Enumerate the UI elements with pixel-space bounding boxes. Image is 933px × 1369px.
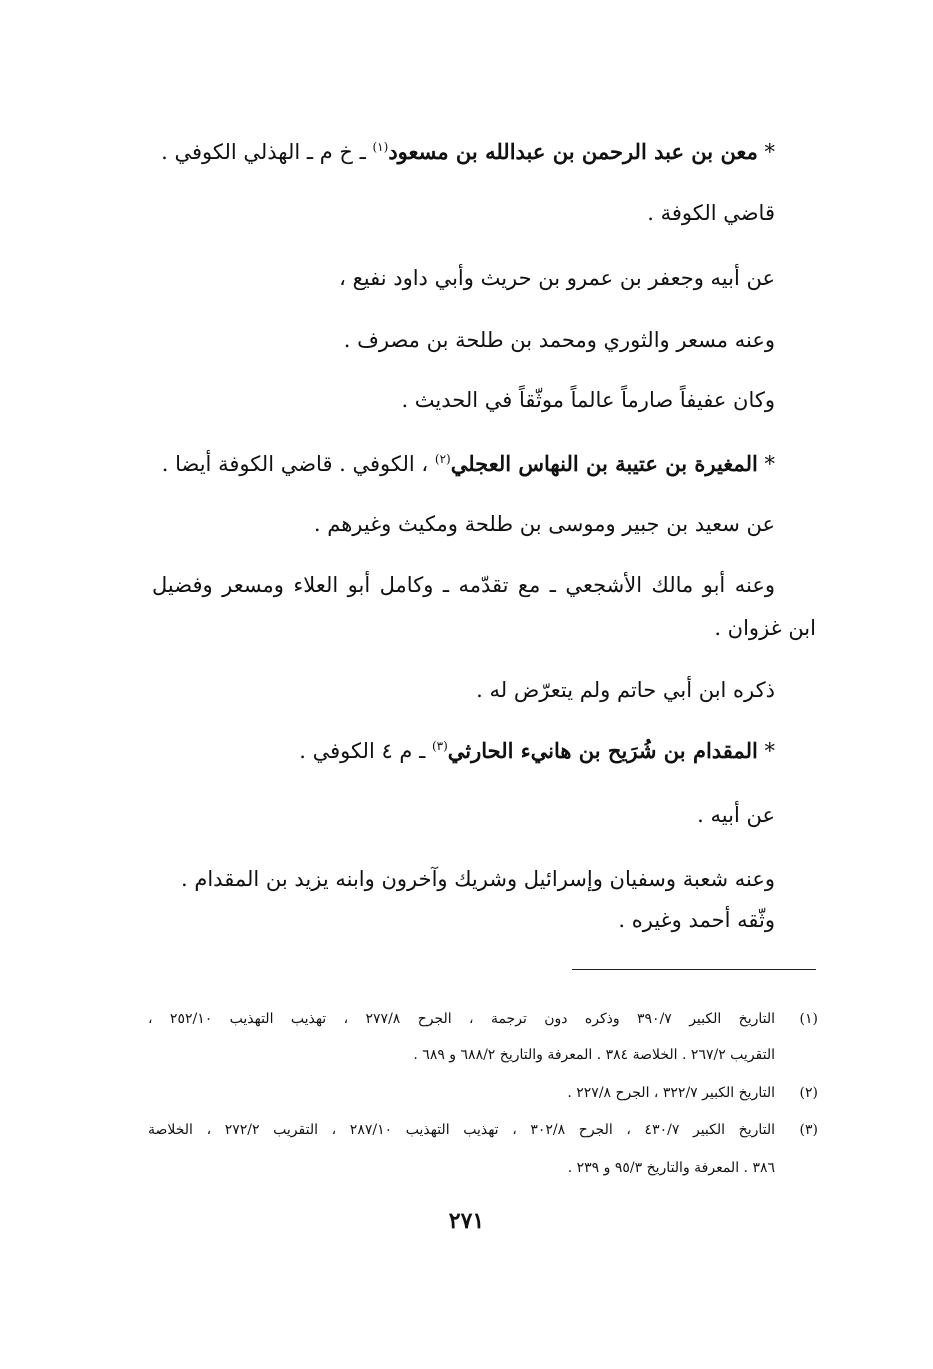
footnote-ref: (٣) bbox=[431, 739, 448, 753]
entry-heading bbox=[299, 736, 775, 766]
entry-heading-rest: ، الكوفي . قاضي الكوفة أيضا . bbox=[161, 452, 429, 476]
bullet-star: * bbox=[764, 452, 775, 476]
footnote-text: ٣٨٦ . المعرفة والتاريخ ٩٥/٣ و ٢٣٩ . bbox=[567, 1160, 775, 1176]
footnote-ref: (١) bbox=[372, 140, 389, 154]
entry-line: قاضي الكوفة . bbox=[647, 201, 775, 225]
entry-line: ابن غزوان . bbox=[714, 616, 816, 640]
entry-line: عن أبيه . bbox=[697, 803, 775, 827]
bullet-star: * bbox=[764, 739, 775, 763]
entry-heading-rest: ـ خ م ـ الهذلي الكوفي . bbox=[161, 140, 366, 164]
footnote-number: (٣) bbox=[799, 1122, 818, 1138]
bullet-star: * bbox=[764, 140, 775, 164]
narrator-name: المقدام بن شُرَيح بن هانيء الحارثي bbox=[447, 738, 758, 763]
footnote-text: التاريخ الكبير ٣٢٢/٧ ، الجرح ٢٢٧/٨ . bbox=[567, 1085, 775, 1101]
entry-line: وثّقه أحمد وغيره . bbox=[618, 908, 775, 932]
footnote-text: التاريخ الكبير ٤٣٠/٧ ، الجرح ٣٠٢/٨ ، تهذيب التهذيب ٢٨٧/١٠ ، التقريب ٢٧٢/٢ ، الخلاصة bbox=[148, 1122, 776, 1138]
footnote-separator bbox=[572, 969, 816, 970]
entry-line: عن سعيد بن جبير وموسى بن طلحة ومكيث وغيرهم . bbox=[313, 512, 775, 536]
entry-line: عن أبيه وجعفر بن عمرو بن حريث وأبي داود نفيع ، bbox=[339, 266, 775, 290]
narrator-name: معن بن عبد الرحمن بن عبدالله بن مسعود bbox=[388, 139, 758, 164]
footnote-number: (٢) bbox=[799, 1085, 818, 1101]
footnote-text: التقريب ٢٦٧/٢ . الخلاصة ٣٨٤ . المعرفة والتاريخ ٦٨٨/٢ و ٦٨٩ . bbox=[413, 1047, 775, 1063]
entry-heading-rest: ـ م ٤ الكوفي . bbox=[299, 739, 426, 763]
entry-heading bbox=[162, 449, 775, 479]
entry-line: ذكره ابن أبي حاتم ولم يتعرّض له . bbox=[476, 678, 775, 702]
entry-line: وعنه شعبة وسفيان وإسرائيل وشريك وآخرون وابنه يزيد بن المقدام . bbox=[181, 867, 775, 891]
footnote-text: التاريخ الكبير ٣٩٠/٧ وذكره دون ترجمة ، الجرح ٢٧٧/٨ ، تهذيب التهذيب ٢٥٢/١٠ ، bbox=[148, 1011, 775, 1027]
page-number: ٢٧١ bbox=[448, 1208, 485, 1234]
entry-line: وعنه مسعر والثوري ومحمد بن طلحة بن مصرف . bbox=[343, 328, 775, 352]
footnote-ref: (٢) bbox=[434, 452, 451, 466]
narrator-name: المغيرة بن عتيبة بن النهاس العجلي bbox=[450, 451, 758, 476]
entry-heading bbox=[161, 137, 775, 167]
footnote-number: (١) bbox=[799, 1011, 818, 1027]
entry-line: وعنه أبو مالك الأشجعي ـ مع تقدّمه ـ وكامل أبو العلاء ومسعر وفضيل bbox=[152, 573, 775, 597]
entry-line: وكان عفيفاً صارماً عالماً موثّقاً في الحديث . bbox=[401, 388, 775, 412]
